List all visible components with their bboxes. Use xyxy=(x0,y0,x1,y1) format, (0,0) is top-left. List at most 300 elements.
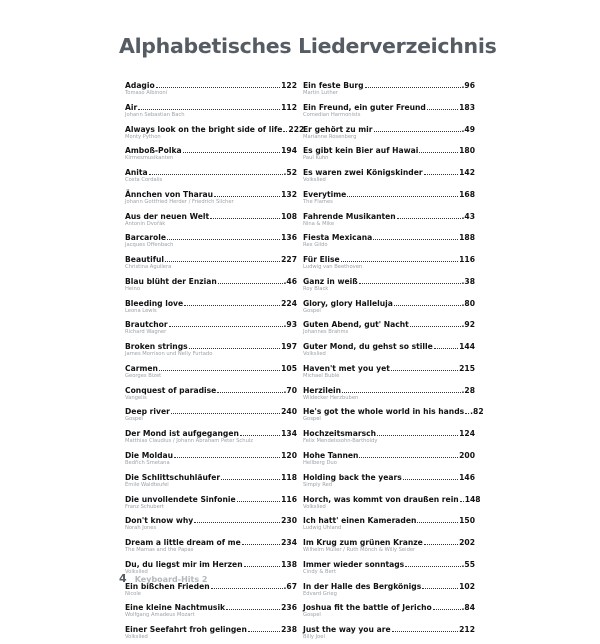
toc-entry-row xyxy=(125,492,297,504)
toc-entry-row xyxy=(125,426,297,438)
page-footer xyxy=(119,567,207,586)
song-title: Glory, glory Halleluja xyxy=(303,298,393,308)
toc-entry xyxy=(303,296,475,318)
page-number: 224 xyxy=(281,298,297,308)
song-artist: Georges Bizet xyxy=(125,372,162,379)
toc-entry-row xyxy=(125,404,297,416)
dot-leader xyxy=(174,450,280,458)
toc-entry-row xyxy=(303,100,475,112)
page-number: 168 xyxy=(459,189,475,199)
page-number: 142 xyxy=(459,168,475,178)
page-number: .43 xyxy=(461,211,475,221)
dot-leader xyxy=(403,472,458,480)
toc-entry xyxy=(125,317,297,339)
dot-leader xyxy=(424,167,459,175)
page-number: 136 xyxy=(281,233,297,243)
dot-leader xyxy=(183,145,281,153)
song-title: Just the way you are xyxy=(303,625,391,635)
song-artist: Martin Luther xyxy=(303,90,338,96)
dot-leader xyxy=(397,211,461,219)
toc-entry xyxy=(125,252,297,274)
song-artist: Antonín Dvořák xyxy=(125,220,166,227)
toc-entry xyxy=(303,122,475,144)
song-artist: Émile Waldteufel xyxy=(125,481,169,488)
song-artist: Franz Schubert xyxy=(125,503,164,510)
song-artist: Nina & Mike xyxy=(303,220,335,227)
song-title: Ein feste Burg xyxy=(303,81,364,90)
toc-entry xyxy=(125,296,297,318)
song-title: Broken strings xyxy=(125,342,188,352)
page-number: 212 xyxy=(459,625,475,635)
song-artist: Volkslied xyxy=(303,177,326,184)
toc-entry-row xyxy=(303,470,475,482)
toc-entry-row xyxy=(125,513,297,525)
toc-entry-row xyxy=(303,426,475,438)
song-artist: Comedian Harmonists xyxy=(303,111,361,118)
song-artist: Gospel xyxy=(303,416,321,423)
page-number: .92 xyxy=(461,320,475,330)
page-number: 132 xyxy=(281,189,297,199)
song-title: Es gibt kein Bier auf Hawai xyxy=(303,146,419,156)
page-number: .38 xyxy=(461,276,475,286)
song-artist: Wolfgang Amadeus Mozart xyxy=(125,612,195,619)
toc-entry-row xyxy=(303,78,475,90)
dot-leader xyxy=(391,363,458,371)
song-artist: Johann Gottfried Herder / Friedrich Silcher xyxy=(125,198,234,205)
song-title: Ich hatt' einen Kameraden xyxy=(303,516,417,526)
toc-entry xyxy=(303,165,475,187)
song-title: Everytime xyxy=(303,189,347,199)
toc-entry xyxy=(303,252,475,274)
dot-leader xyxy=(405,559,460,567)
song-title: Eine kleine Nachtmusik xyxy=(125,603,226,613)
song-artist: Matthias Claudius / Johann Abraham Peter Schulz xyxy=(125,438,254,445)
toc-entry xyxy=(125,274,297,296)
song-artist: Jacques Offenbach xyxy=(125,242,174,249)
song-artist: Billy Joel xyxy=(303,634,325,641)
dot-leader xyxy=(374,124,461,132)
toc-entry-row xyxy=(303,165,475,177)
dot-leader xyxy=(359,276,461,284)
song-artist: Ludwig van Beethoven xyxy=(303,264,363,271)
page-number: 200 xyxy=(459,451,475,461)
toc-entry-row xyxy=(303,339,475,351)
song-artist: Volkslied xyxy=(303,503,326,510)
song-title: Hochzeitsmarsch xyxy=(303,429,377,439)
song-title: Ein Freund, ein guter Freund xyxy=(303,102,426,112)
song-artist: James Morrison und Nelly Furtado xyxy=(125,351,213,358)
song-artist: Johann Sebastian Bach xyxy=(125,111,185,118)
song-title: Ein bißchen Frieden xyxy=(125,581,210,591)
song-artist: Gospel xyxy=(125,416,143,423)
dot-leader xyxy=(465,406,469,414)
page-number: 180 xyxy=(459,146,475,156)
page-number: 146 xyxy=(459,472,475,482)
song-title: Hohe Tannen xyxy=(303,451,359,461)
toc-entry-row xyxy=(125,470,297,482)
page-number: 194 xyxy=(281,146,297,156)
page-number: .96 xyxy=(461,81,475,90)
dot-leader xyxy=(392,624,459,632)
toc-entry xyxy=(303,492,481,514)
dot-leader xyxy=(422,581,458,589)
dot-leader xyxy=(189,341,280,349)
page-number: 122 xyxy=(281,81,297,90)
page-number: 112 xyxy=(281,102,297,112)
song-artist: Rex Gildo xyxy=(303,242,328,249)
left-column xyxy=(125,78,305,644)
toc-entry xyxy=(303,535,475,557)
page-number: .46 xyxy=(283,276,297,286)
toc-entry-row xyxy=(125,100,297,112)
song-title: Für Elise xyxy=(303,255,340,265)
page-number: .52 xyxy=(283,168,297,178)
page-number: 150 xyxy=(459,516,475,526)
song-artist: Gospel xyxy=(303,612,321,619)
toc-entry-row xyxy=(303,535,475,547)
toc-entry xyxy=(125,187,297,209)
page-number: 238 xyxy=(281,625,297,635)
dot-leader xyxy=(433,602,461,610)
song-artist: Vangelis xyxy=(125,394,147,401)
song-artist: Wildecker Herzbuben xyxy=(303,394,359,401)
song-title: Always look on the bright side of life xyxy=(125,124,283,134)
toc-entry xyxy=(303,339,475,361)
page-number: 116 xyxy=(459,255,475,265)
page-number: .93 xyxy=(283,320,297,330)
toc-entry-row xyxy=(303,404,484,417)
toc-entry xyxy=(125,470,297,492)
song-title: Es waren zwei Königskinder xyxy=(303,168,423,178)
song-artist: Felix Mendelssohn-Bartholdy xyxy=(303,438,378,445)
toc-entry xyxy=(125,78,297,100)
toc-entry-row xyxy=(125,252,297,264)
dot-leader xyxy=(417,515,458,523)
song-artist: Christina Aguilera xyxy=(125,264,172,271)
toc-entry xyxy=(303,230,475,252)
song-title: Aus der neuen Welt xyxy=(125,211,210,221)
song-title: In der Halle des Bergkönigs xyxy=(303,581,422,591)
song-artist: Volkslied xyxy=(125,568,148,575)
page-number: .28 xyxy=(461,385,475,395)
dot-leader xyxy=(167,232,280,240)
song-title: Adagio xyxy=(125,81,155,90)
right-column xyxy=(303,78,484,644)
song-title: Ännchen von Tharau xyxy=(125,189,213,199)
song-title: Horch, was kommt von draußen rein xyxy=(303,494,459,504)
toc-entry-row xyxy=(303,122,475,134)
song-artist: Monty Python xyxy=(125,133,161,140)
toc-entry xyxy=(303,317,475,339)
page-number: 138 xyxy=(281,559,297,569)
song-artist: Johannes Brahms xyxy=(303,329,349,336)
song-artist: Edvard Grieg xyxy=(303,590,337,597)
song-artist: Tomaso Albinoni xyxy=(125,90,168,96)
song-title: He's got the whole world in his hands xyxy=(303,407,465,417)
dot-leader xyxy=(342,385,461,393)
page-number: 222 xyxy=(288,124,305,134)
toc-entry-row xyxy=(125,296,297,308)
dot-leader xyxy=(214,189,280,197)
song-artist: Michael Bublé xyxy=(303,372,340,379)
dot-leader xyxy=(359,450,458,458)
toc-entry-row xyxy=(125,122,305,134)
toc-entry-row xyxy=(125,361,297,373)
page-number: 118 xyxy=(281,472,297,482)
page-number: 124 xyxy=(459,429,475,439)
dot-leader xyxy=(240,428,280,436)
toc-entry xyxy=(125,448,297,470)
page-number: 215 xyxy=(459,363,475,373)
dot-leader xyxy=(156,80,280,88)
song-title: Fahrende Musikanten xyxy=(303,211,396,221)
toc-entry xyxy=(125,513,297,535)
song-title: Herzilein xyxy=(303,385,342,395)
dot-leader xyxy=(221,472,280,480)
song-title: Conquest of paradise xyxy=(125,385,217,395)
toc-entry-row xyxy=(303,143,475,155)
song-title: Bleeding love xyxy=(125,298,184,308)
toc-entry-row xyxy=(125,600,297,612)
toc-entry xyxy=(303,557,475,579)
toc-entry-row xyxy=(303,187,475,199)
toc-entry-row xyxy=(303,209,475,221)
song-artist: Ludwig Uhland xyxy=(303,525,342,532)
toc-entry-row xyxy=(303,361,475,373)
dot-leader xyxy=(171,406,280,414)
dot-leader xyxy=(159,363,280,371)
toc-entry xyxy=(303,100,475,122)
page-number: 230 xyxy=(281,516,297,526)
toc-entry xyxy=(303,187,475,209)
dot-leader xyxy=(377,428,458,436)
song-title: Ganz in weiß xyxy=(303,276,358,286)
song-artist: Nicole xyxy=(125,590,141,597)
dot-leader xyxy=(283,124,287,132)
page-number: 116 xyxy=(281,494,297,504)
toc-entry-row xyxy=(303,622,475,634)
dot-leader xyxy=(138,102,280,110)
song-title: Dream a little dream of me xyxy=(125,538,241,548)
toc-entry xyxy=(125,100,297,122)
page-number: .49 xyxy=(461,124,475,134)
toc-entry-row xyxy=(125,230,297,242)
page-number: .84 xyxy=(461,603,475,613)
footer-book-title: Keyboard-Hits 2 xyxy=(134,575,208,584)
dot-leader xyxy=(419,145,458,153)
song-artist: The Flames xyxy=(303,198,333,205)
toc-entry xyxy=(125,122,305,144)
song-artist: Heino xyxy=(125,285,140,292)
footer-page-number: 4 xyxy=(119,572,127,585)
dot-leader xyxy=(165,254,280,262)
toc-entry xyxy=(125,535,297,557)
song-artist: Costa Cordalis xyxy=(125,177,163,184)
song-artist: Volkslied xyxy=(125,634,148,641)
song-title: Haven't met you yet xyxy=(303,363,390,373)
toc-entry-row xyxy=(303,513,475,525)
song-title: Brautchor xyxy=(125,320,168,330)
toc-entry xyxy=(303,513,475,535)
page-number: 197 xyxy=(281,342,297,352)
dot-leader xyxy=(149,167,283,175)
toc-entry-row xyxy=(125,78,297,90)
toc-entry-row xyxy=(303,600,475,612)
toc-entry xyxy=(125,622,297,644)
page-number: 240 xyxy=(281,407,297,417)
song-title: Die Moldau xyxy=(125,451,174,461)
toc-entry-row xyxy=(303,579,475,591)
toc-entry-row xyxy=(303,557,475,569)
dot-leader xyxy=(184,298,280,306)
dot-leader xyxy=(434,341,458,349)
page-number: 105 xyxy=(281,363,297,373)
toc-entry xyxy=(303,143,475,165)
toc-entry-row xyxy=(125,339,297,351)
page-number: 234 xyxy=(281,538,297,548)
toc-entry xyxy=(125,143,297,165)
song-title: Don't know why xyxy=(125,516,194,526)
dot-leader xyxy=(194,515,280,523)
song-artist: Marianne Rosenberg xyxy=(303,133,357,140)
toc-entry xyxy=(303,426,475,448)
toc-entry-row xyxy=(125,622,297,634)
page-number: .70 xyxy=(283,385,297,395)
song-title: Carmen xyxy=(125,363,158,373)
toc-entry-row xyxy=(125,143,297,155)
dot-leader xyxy=(237,494,281,502)
dot-leader xyxy=(427,102,458,110)
toc-entry xyxy=(303,274,475,296)
song-title: Der Mond ist aufgegangen xyxy=(125,429,239,439)
toc-entry xyxy=(303,78,475,100)
dot-leader xyxy=(242,537,280,545)
song-artist: Hellberg Duo xyxy=(303,460,337,467)
song-title: Immer wieder sonntags xyxy=(303,559,405,569)
dot-leader xyxy=(341,254,458,262)
song-title: Er gehört zu mir xyxy=(303,124,373,134)
song-title: Air xyxy=(125,102,138,112)
toc-entry-row xyxy=(125,317,297,329)
song-title: Amboß-Polka xyxy=(125,146,182,156)
song-title: Die unvollendete Sinfonie xyxy=(125,494,236,504)
dot-leader xyxy=(218,276,283,284)
toc-entry-row xyxy=(303,448,475,460)
page-number: .55 xyxy=(461,559,475,569)
dot-leader xyxy=(460,494,464,502)
page-number: 102 xyxy=(459,581,475,591)
toc-entry xyxy=(303,361,475,383)
toc-entry-row xyxy=(303,252,475,264)
song-artist: Leona Lewis xyxy=(125,307,157,314)
song-title: Deep river xyxy=(125,407,170,417)
dot-leader xyxy=(424,537,458,545)
dot-leader xyxy=(410,319,461,327)
dot-leader xyxy=(394,298,461,306)
song-title: Barcarole xyxy=(125,233,166,243)
toc-entry xyxy=(125,339,297,361)
toc-entry-row xyxy=(303,383,475,395)
toc-entry xyxy=(303,470,475,492)
song-title: Holding back the years xyxy=(303,472,402,482)
toc-entry-row xyxy=(125,535,297,547)
dot-leader xyxy=(365,80,461,88)
song-artist: Paul Kuhn xyxy=(303,155,329,162)
toc-entry xyxy=(125,404,297,426)
song-title: Einer Seefahrt froh gelingen xyxy=(125,625,247,635)
dot-leader xyxy=(226,602,280,610)
dot-leader xyxy=(373,232,458,240)
dot-leader xyxy=(248,624,280,632)
song-title: Du, du liegst mir im Herzen xyxy=(125,559,243,569)
page-title: Alphabetisches Liederverzeichnis xyxy=(119,34,497,58)
song-title: Die Schlittschuhläufer xyxy=(125,472,221,482)
page-number: 227 xyxy=(281,255,297,265)
toc-entry xyxy=(303,448,475,470)
page-number: 144 xyxy=(459,342,475,352)
page-number: 134 xyxy=(281,429,297,439)
page-number: 183 xyxy=(459,102,475,112)
song-artist: Roy Black xyxy=(303,285,329,292)
toc-entry xyxy=(125,209,297,231)
song-artist: Cindy & Bert xyxy=(303,568,336,575)
toc-entry xyxy=(303,209,475,231)
toc-entry xyxy=(125,600,297,622)
song-artist: The Mamas and the Papas xyxy=(125,547,194,554)
dot-leader xyxy=(210,211,280,219)
toc-entry-row xyxy=(303,296,475,308)
toc-entry-row xyxy=(125,209,297,221)
song-title: Joshua fit the battle of Jericho xyxy=(303,603,432,613)
toc-entry-row xyxy=(303,230,475,242)
page-number: 120 xyxy=(281,451,297,461)
toc-entry xyxy=(125,426,297,448)
song-artist: Wilhelm Müller / Ruth Mönch & Willy Seider xyxy=(303,547,416,554)
song-artist: Volkslied xyxy=(303,351,326,358)
toc-entry-row xyxy=(125,448,297,460)
dot-leader xyxy=(211,581,283,589)
dot-leader xyxy=(217,385,282,393)
toc-entry-row xyxy=(125,274,297,286)
dot-leader xyxy=(169,319,283,327)
toc-entry-row xyxy=(125,383,297,395)
page-number: .80 xyxy=(461,298,475,308)
toc-entry-row xyxy=(303,274,475,286)
toc-entry xyxy=(125,361,297,383)
song-artist: Richard Wagner xyxy=(125,329,167,336)
song-artist: Kirmesmusikanten xyxy=(125,155,174,162)
toc-entry-row xyxy=(303,317,475,329)
page-number: 188 xyxy=(459,233,475,243)
page-number: .67 xyxy=(283,581,297,591)
song-title: Fiesta Mexicana xyxy=(303,233,373,243)
song-title: Im Krug zum grünen Kranze xyxy=(303,538,423,548)
toc-entry xyxy=(303,404,484,426)
song-artist: Bedřich Smetana xyxy=(125,460,170,467)
dot-leader xyxy=(347,189,458,197)
toc-entry xyxy=(125,165,297,187)
page-number: 202 xyxy=(459,538,475,548)
page-number: .82 xyxy=(470,407,484,417)
toc-entry xyxy=(303,600,475,622)
toc-entry-row xyxy=(125,165,297,177)
song-title: Guten Abend, gut' Nacht xyxy=(303,320,409,330)
page-number: 148 xyxy=(464,494,481,504)
toc-entry-row xyxy=(303,492,481,504)
song-artist: Simply Red xyxy=(303,481,333,488)
song-artist: Norah Jones xyxy=(125,525,157,532)
song-title: Anita xyxy=(125,168,148,178)
